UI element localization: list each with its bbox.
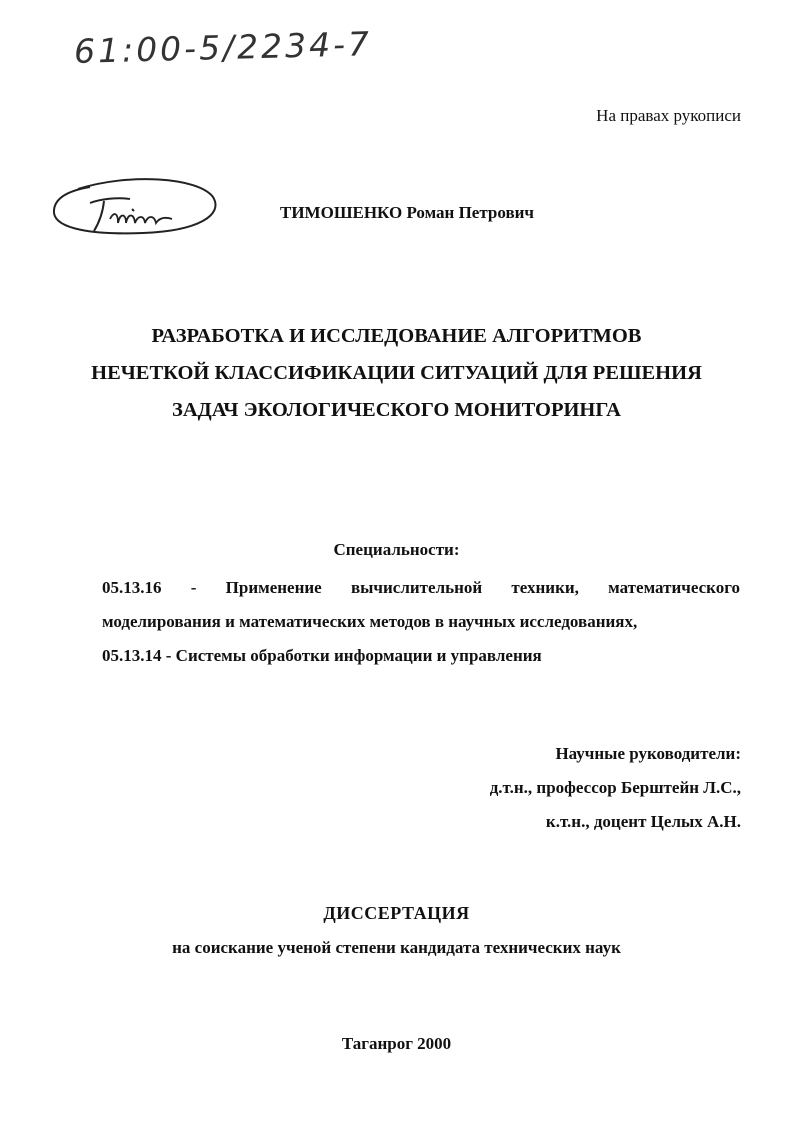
supervisor-name: к.т.н., доцент Целых А.Н. [545, 812, 741, 831]
specialty-line: 05.13.14 - Системы обработки информации и управления [102, 646, 542, 665]
thesis-title [60, 318, 733, 429]
specialties-list [102, 571, 740, 673]
handwritten-signature [48, 173, 224, 245]
manuscript-note: На правах рукописи [596, 106, 741, 125]
specialties-heading: Специальности: [333, 540, 460, 559]
title-line: ЗАДАЧ ЭКОЛОГИЧЕСКОГО МОНИТОРИНГА [172, 399, 621, 421]
specialty-line: моделирования и математических методов в научных исследованиях, [102, 612, 638, 631]
title-line: НЕЧЕТКОЙ КЛАССИФИКАЦИИ СИТУАЦИЙ ДЛЯ РЕШЕНИЯ [91, 362, 702, 384]
dissertation-subtitle: на соискание ученой степени кандидата технических наук [172, 938, 621, 957]
title-line: РАЗРАБОТКА И ИССЛЕДОВАНИЕ АЛГОРИТМОВ [151, 325, 642, 347]
supervisor-name: д.т.н., профессор Берштейн Л.С., [489, 778, 741, 797]
specialty-line: 05.13.16 - Применение вычислительной техники, математического [102, 578, 740, 597]
supervisors-heading: Научные руководители: [555, 744, 741, 763]
dissertation-heading: ДИССЕРТАЦИЯ [323, 903, 470, 923]
city-year: Таганрог 2000 [341, 1034, 452, 1053]
supervisors [490, 737, 741, 839]
author-name: ТИМОШЕНКО Роман Петрович [280, 203, 535, 222]
archive-code: 61:00-5/2234-7 [73, 24, 373, 71]
